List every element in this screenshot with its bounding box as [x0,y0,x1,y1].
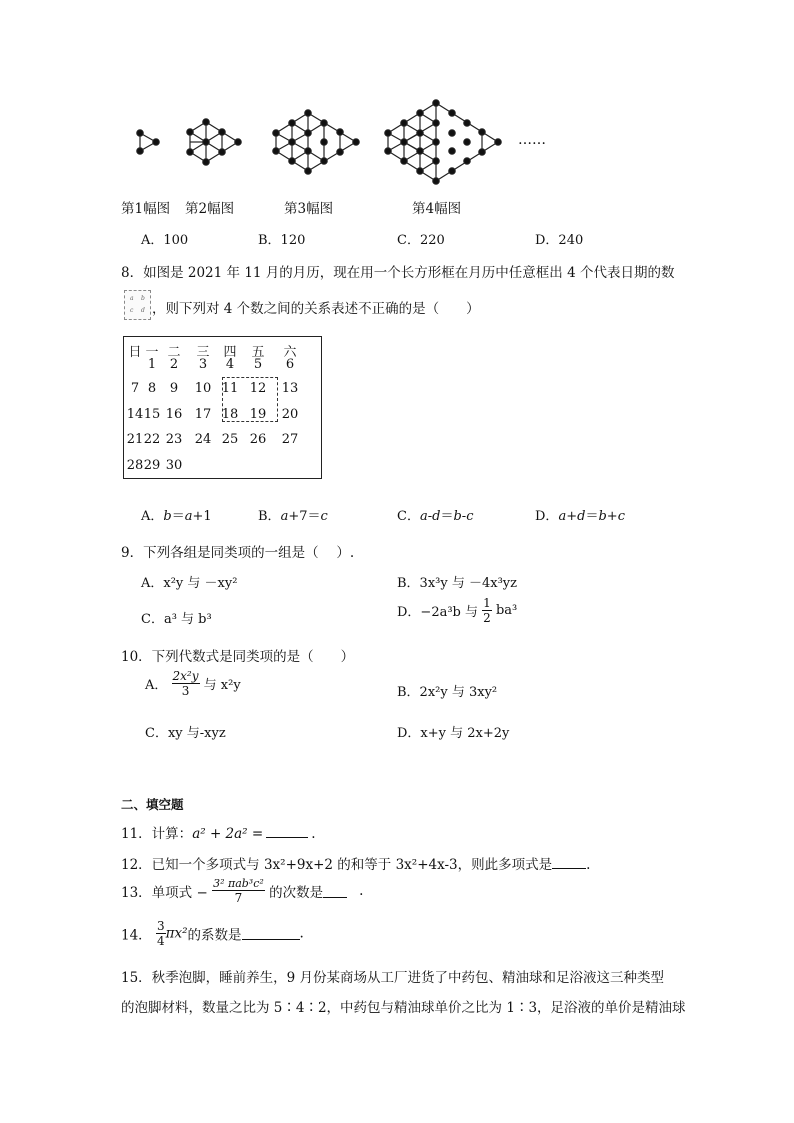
q8-stem-line1: 8．如图是 2021 年 11 月的月历，现在用一个长方形框在月历中任意框出 4 个代表日期的数 [121,265,675,281]
q8-option-a[interactable]: A．b＝a+1 [141,509,212,524]
calendar-header-cell: 六 [283,345,297,360]
mini-a: a [130,295,134,302]
q13-fraction: $\frac{\text{3² πab³c²}}{7}$ [213,877,264,905]
q12: 12．已知一个多项式与 3x²+9x+2 的和等于 3x²+4x-3，则此多项式是 . [121,857,591,873]
figure-label-1: 第1幅图 [121,201,171,217]
calendar-header-cell: 四 [223,345,237,360]
q8-option-b[interactable]: B．a+7＝c [258,509,328,524]
q9-d-fraction: $\frac{1}{2}$ [483,596,491,625]
q15-line2: 的泡脚材料，数量之比为 5∶4∶2，中药包与精油球单价之比为 1∶3，足浴液的单价是精油球 [121,1000,686,1016]
q10-stem: 10．下列代数式是同类项的是（ ） [121,649,355,665]
q10-option-d[interactable]: D．x+y 与 2x+2y [397,726,510,741]
calendar-day: 25 [221,432,239,447]
pattern-2 [187,119,241,165]
calendar-header-cell: 五 [251,345,265,360]
q12-answer-blank[interactable] [552,856,586,869]
q7-option-b[interactable]: B．120 [258,233,306,248]
calendar-day: 9 [169,381,179,396]
calendar-header-cell: 日 [128,345,142,360]
calendar-day: 17 [194,407,212,422]
calendar-day: 5 [253,357,263,372]
calendar-day: 27 [281,432,299,447]
q9-option-b[interactable]: B．3x³y 与 －4x³yz [397,576,517,591]
calendar-selection-frame [222,377,278,422]
q8-stem-line2: ，则下列对 4 个数之间的关系表述不正确的是（ ） [152,301,480,317]
calendar-day: 21 [126,432,144,447]
figure-label-4: 第4幅图 [412,201,462,217]
mini-b: b [141,295,145,302]
calendar-day: 11 [221,381,239,396]
pattern-3 [273,110,359,174]
calendar-day: 30 [165,458,183,473]
q7-option-d[interactable]: D．240 [535,233,584,248]
section-title-fill-in: 二、填空题 [121,797,184,812]
q9-option-c[interactable]: C．a³ 与 b³ [141,612,212,627]
q8-mini-frame [124,290,151,320]
q11: 11．计算：a² + 2a² = . [121,826,316,842]
calendar-day: 23 [165,432,183,447]
calendar-day: 4 [225,357,235,372]
calendar-day: 3 [198,357,208,372]
calendar-day: 29 [143,458,161,473]
q14: 14． $\frac{3}{4}$ πx²的系数是 . [121,919,304,948]
q10-option-a[interactable]: A． $\frac{\text{2x²y}}{3}$ 与 x²y [145,669,241,698]
q15-line1: 15．秋季泡脚，睡前养生，9 月份某商场从工厂进货了中药包、精油球和足浴液这三种类型 [121,970,665,986]
calendar-day: 2 [169,357,179,372]
calendar-day: 8 [147,381,157,396]
calendar-day: 7 [130,381,140,396]
q9-d-post: ba³ [495,603,518,618]
q8-option-c[interactable]: C．a-d＝b-c [397,509,474,524]
q7-option-c[interactable]: C．220 [397,233,445,248]
calendar-day: 6 [285,357,295,372]
pattern-4 [385,100,501,184]
q9-d-pre: D．−2a³b 与 [397,605,479,620]
calendar-header-cell: 二 [167,345,181,360]
figure-ellipsis: …… [518,132,546,148]
calendar-header-cell: 三 [196,345,210,360]
q14-answer-blank[interactable] [242,927,300,940]
q9-option-a[interactable]: A．x²y 与 －xy² [141,576,238,591]
calendar-day: 19 [249,407,267,422]
mini-c: c [130,307,134,314]
calendar-day: 13 [281,381,299,396]
calendar-day: 28 [126,458,144,473]
pattern-1 [137,130,159,154]
q10-option-c[interactable]: C．xy 与-xyz [145,726,226,741]
mini-d: d [141,307,145,314]
q10-option-b[interactable]: B．2x²y 与 3xy² [397,685,498,700]
q9-option-d[interactable] [397,597,517,624]
calendar-day: 12 [249,381,267,396]
calendar-day: 15 [143,407,161,422]
figure-label-3: 第3幅图 [284,201,334,217]
calendar-day: 14 [126,407,144,422]
q13-answer-blank[interactable] [323,885,347,898]
calendar-day: 24 [194,432,212,447]
q10-a-fraction: $\frac{\text{2x²y}}{3}$ [172,669,199,698]
calendar-header-cell: 一 [145,345,159,360]
calendar-day: 22 [143,432,161,447]
calendar-day: 10 [194,381,212,396]
calendar-day: 1 [147,357,157,372]
q14-fraction: $\frac{3}{4}$ [156,919,165,948]
q8-option-d[interactable]: D．a+d＝b+c [535,509,625,524]
calendar-day: 18 [221,407,239,422]
q9-stem: 9．下列各组是同类项的一组是（ ）. [121,545,355,561]
q11-answer-blank[interactable] [266,825,308,838]
q7-option-a[interactable]: A．100 [141,233,189,248]
calendar-day: 20 [281,407,299,422]
calendar-day: 16 [165,407,183,422]
calendar-day: 26 [249,432,267,447]
q13: 13．单项式 − $\frac{\text{3² πab³c²}}{7}$ 的次数是 . [121,877,364,905]
figure-label-2: 第2幅图 [185,201,235,217]
